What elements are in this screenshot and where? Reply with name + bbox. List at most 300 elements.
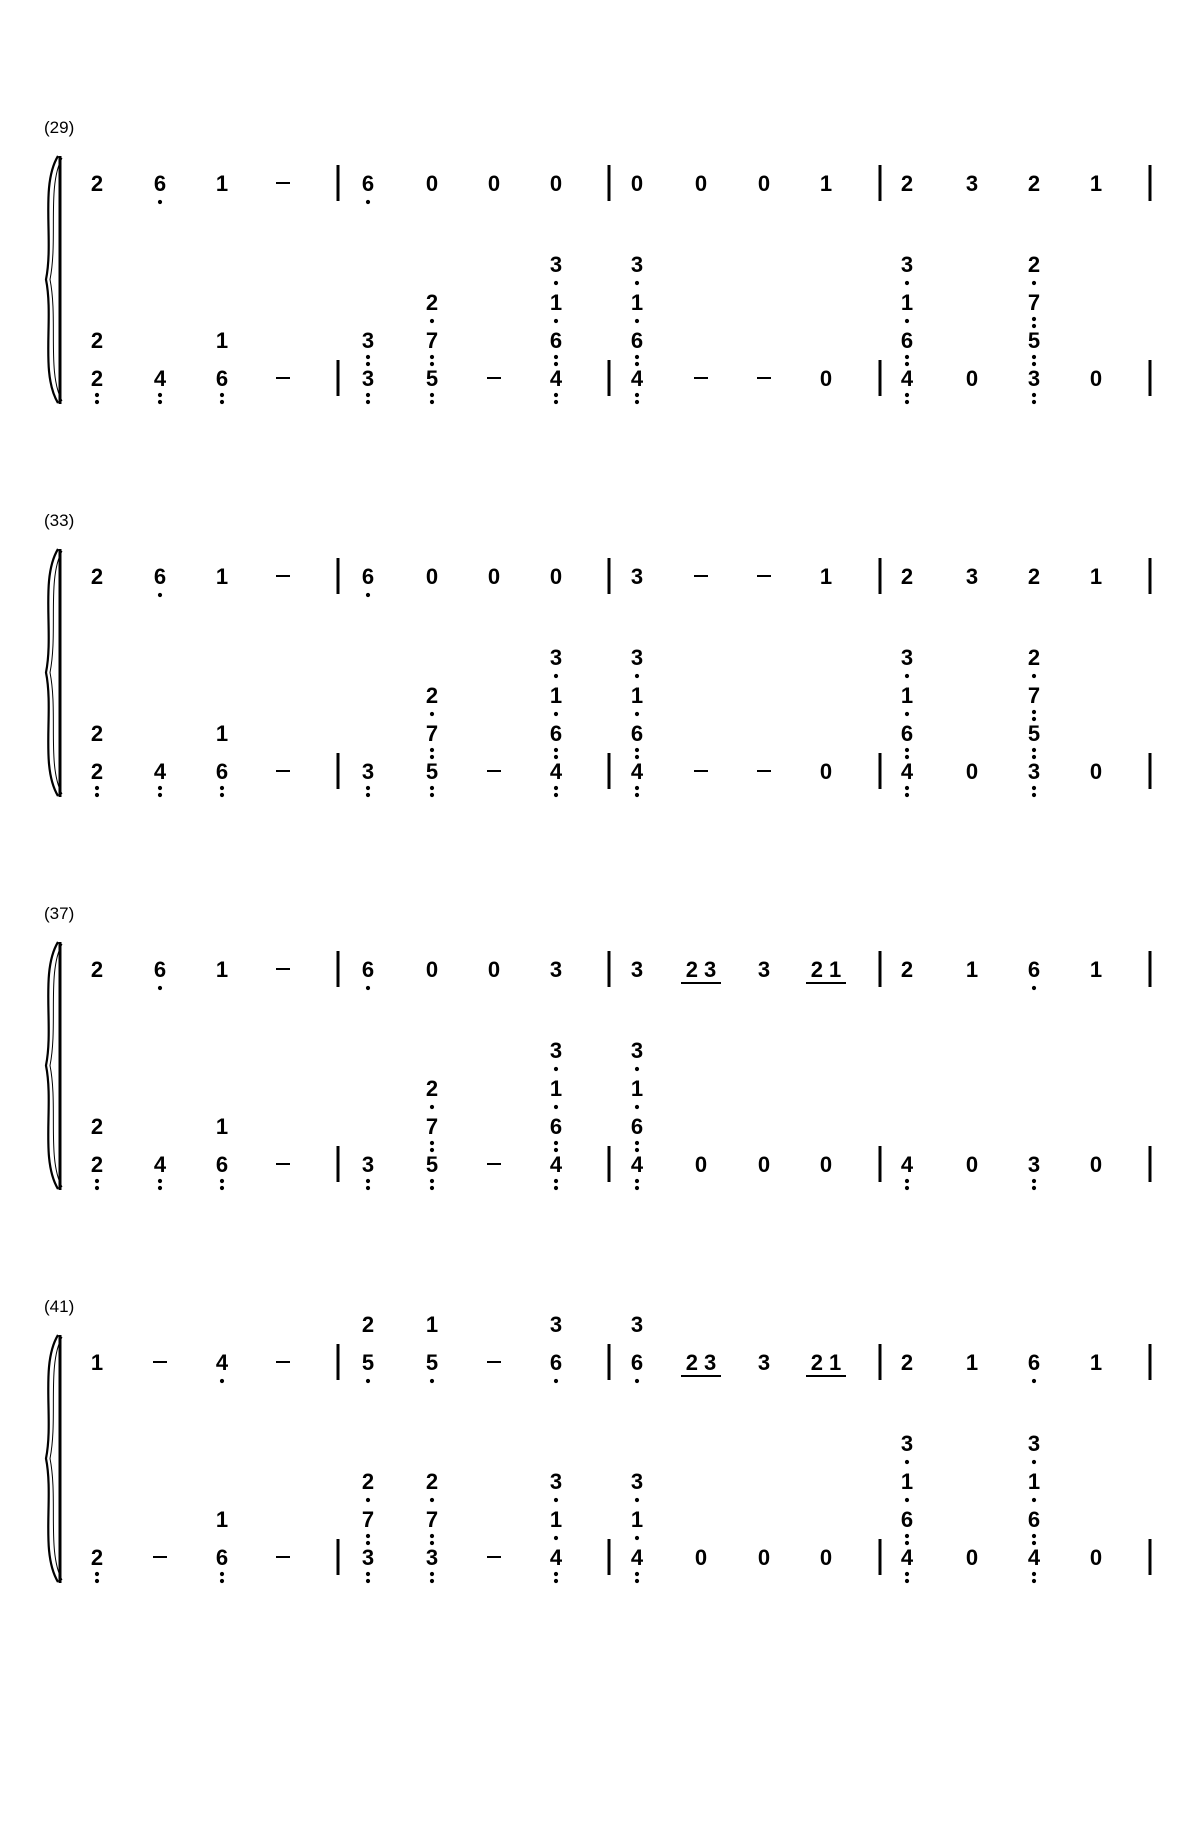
- octave-dot: [554, 1105, 558, 1109]
- octave-dot: [635, 1141, 639, 1145]
- octave-dot: [554, 1579, 558, 1583]
- bass-note: 5: [1027, 721, 1041, 746]
- octave-dot: [430, 793, 434, 797]
- bass-note: 3: [900, 1431, 914, 1456]
- octave-dot: [554, 281, 558, 285]
- octave-dot: [635, 1148, 639, 1152]
- octave-dot: [1032, 317, 1036, 321]
- bass-note: 3: [1027, 1431, 1041, 1456]
- octave-dot: [1032, 393, 1036, 397]
- octave-dot: [220, 786, 224, 790]
- bass-note: 4: [1027, 1545, 1041, 1570]
- bass-note: 0: [965, 1545, 979, 1570]
- octave-dot: [635, 1179, 639, 1183]
- octave-dot: [635, 1536, 639, 1540]
- bass-note: 3: [361, 366, 375, 391]
- treble-note: 2: [900, 1350, 914, 1375]
- octave-dot: [158, 986, 162, 990]
- octave-dot: [635, 1186, 639, 1190]
- treble-note: 4: [215, 1350, 229, 1375]
- bass-note: 2: [90, 721, 104, 746]
- octave-dot: [430, 319, 434, 323]
- bass-note: 0: [819, 366, 833, 391]
- octave-dot: [1032, 710, 1036, 714]
- treble-note: 2: [361, 1312, 375, 1337]
- octave-dot: [430, 1579, 434, 1583]
- octave-dot: [554, 1179, 558, 1183]
- octave-dot: [366, 1579, 370, 1583]
- bass-note: 3: [630, 645, 644, 670]
- octave-dot: [1032, 1534, 1036, 1538]
- octave-dot: [430, 786, 434, 790]
- octave-dot: [905, 1179, 909, 1183]
- octave-dot: [554, 1186, 558, 1190]
- bass-note: 6: [549, 328, 563, 353]
- octave-dot: [95, 1186, 99, 1190]
- bass-note: 6: [215, 759, 229, 784]
- bass-note: 0: [1089, 1152, 1103, 1177]
- octave-dot: [554, 748, 558, 752]
- system-brace: [46, 549, 58, 796]
- octave-dot: [430, 748, 434, 752]
- bass-note: 1: [549, 290, 563, 315]
- treble-note: 1: [425, 1312, 439, 1337]
- treble-note: 6: [1027, 957, 1041, 982]
- treble-note: 0: [487, 957, 501, 982]
- octave-dot: [635, 1498, 639, 1502]
- bass-note: 5: [425, 1152, 439, 1177]
- octave-dot: [366, 1186, 370, 1190]
- octave-dot: [635, 1105, 639, 1109]
- bass-note: 4: [900, 1545, 914, 1570]
- bass-note: 1: [549, 1507, 563, 1532]
- octave-dot: [220, 1579, 224, 1583]
- octave-dot: [635, 355, 639, 359]
- octave-dot: [554, 393, 558, 397]
- bass-note: 4: [900, 1152, 914, 1177]
- bass-note: 7: [361, 1507, 375, 1532]
- bass-note: 1: [630, 683, 644, 708]
- octave-dot: [1032, 1179, 1036, 1183]
- treble-note: 0: [425, 957, 439, 982]
- bass-note: 3: [361, 759, 375, 784]
- bass-note: 5: [1027, 328, 1041, 353]
- treble-note: 2: [1027, 564, 1041, 589]
- octave-dot: [1032, 1541, 1036, 1545]
- bass-note: 6: [1027, 1507, 1041, 1532]
- octave-dot: [554, 712, 558, 716]
- octave-dot: [1032, 1579, 1036, 1583]
- treble-note: 3: [630, 564, 644, 589]
- octave-dot: [430, 1141, 434, 1145]
- bass-note: 3: [630, 1038, 644, 1063]
- octave-dot: [95, 786, 99, 790]
- treble-note: 1: [215, 564, 229, 589]
- octave-dot: [366, 1379, 370, 1383]
- octave-dot: [905, 1534, 909, 1538]
- octave-dot: [554, 1141, 558, 1145]
- score-system: [44, 511, 1150, 797]
- bass-note: 0: [694, 1545, 708, 1570]
- bass-note: 0: [965, 1152, 979, 1177]
- bass-note: 7: [1027, 683, 1041, 708]
- octave-dot: [554, 1067, 558, 1071]
- measure-number: (33): [44, 511, 75, 530]
- measure-number: (41): [44, 1297, 75, 1316]
- octave-dot: [635, 1379, 639, 1383]
- octave-dot: [905, 355, 909, 359]
- treble-note: 1: [1089, 171, 1103, 196]
- treble-note: 6: [361, 171, 375, 196]
- treble-note: 0: [487, 171, 501, 196]
- treble-note: 3: [630, 957, 644, 982]
- octave-dot: [1032, 674, 1036, 678]
- treble-note: 3: [757, 1350, 771, 1375]
- octave-dot: [220, 793, 224, 797]
- octave-dot: [430, 400, 434, 404]
- treble-note: 0: [630, 171, 644, 196]
- octave-dot: [366, 362, 370, 366]
- octave-dot: [554, 355, 558, 359]
- octave-dot: [95, 1179, 99, 1183]
- bass-note: 6: [215, 1152, 229, 1177]
- octave-dot: [905, 362, 909, 366]
- octave-dot: [1032, 1572, 1036, 1576]
- treble-note: 2: [1027, 171, 1041, 196]
- bass-note: 2: [425, 1076, 439, 1101]
- octave-dot: [905, 281, 909, 285]
- bass-note: 1: [630, 1076, 644, 1101]
- treble-note: 6: [153, 564, 167, 589]
- treble-note: 3: [965, 564, 979, 589]
- octave-dot: [366, 593, 370, 597]
- bass-note: 6: [549, 1114, 563, 1139]
- octave-dot: [635, 793, 639, 797]
- treble-note: 5: [361, 1350, 375, 1375]
- octave-dot: [635, 393, 639, 397]
- bass-note: 6: [215, 1545, 229, 1570]
- bass-note: 7: [425, 328, 439, 353]
- treble-note: 1: [1089, 957, 1103, 982]
- bass-note: 3: [549, 645, 563, 670]
- treble-note: 5: [425, 1350, 439, 1375]
- octave-dot: [635, 748, 639, 752]
- octave-dot: [905, 1541, 909, 1545]
- bass-note: 4: [630, 366, 644, 391]
- octave-dot: [95, 393, 99, 397]
- octave-dot: [905, 319, 909, 323]
- bass-note: 3: [1027, 1152, 1041, 1177]
- bass-note: 2: [90, 1114, 104, 1139]
- bass-note: 6: [630, 328, 644, 353]
- octave-dot: [158, 786, 162, 790]
- bass-note: 6: [215, 366, 229, 391]
- octave-dot: [1032, 355, 1036, 359]
- treble-note: 1: [965, 957, 979, 982]
- bass-note: 4: [153, 1152, 167, 1177]
- bass-note: 0: [819, 759, 833, 784]
- octave-dot: [554, 1379, 558, 1383]
- octave-dot: [95, 793, 99, 797]
- bass-note: 3: [900, 645, 914, 670]
- bass-note: 3: [549, 1038, 563, 1063]
- treble-note: 6: [153, 171, 167, 196]
- bass-note: 0: [694, 1152, 708, 1177]
- treble-note: 1: [90, 1350, 104, 1375]
- treble-note: 3: [549, 1312, 563, 1337]
- octave-dot: [554, 1536, 558, 1540]
- treble-note: 0: [757, 171, 771, 196]
- octave-dot: [905, 1498, 909, 1502]
- octave-dot: [366, 393, 370, 397]
- octave-dot: [1032, 748, 1036, 752]
- octave-dot: [158, 593, 162, 597]
- score-system: [44, 118, 1150, 404]
- octave-dot: [366, 200, 370, 204]
- bass-note: 1: [630, 1507, 644, 1532]
- bass-note: 2: [1027, 645, 1041, 670]
- octave-dot: [905, 400, 909, 404]
- treble-note: 2: [90, 957, 104, 982]
- treble-note: 0: [549, 171, 563, 196]
- measure-number: (29): [44, 118, 75, 137]
- octave-dot: [554, 786, 558, 790]
- octave-dot: [554, 1148, 558, 1152]
- octave-dot: [635, 1579, 639, 1583]
- bass-note: 0: [819, 1152, 833, 1177]
- octave-dot: [430, 1148, 434, 1152]
- treble-note: 6: [153, 957, 167, 982]
- bass-note: 7: [425, 1507, 439, 1532]
- octave-dot: [366, 786, 370, 790]
- bass-note: 0: [965, 366, 979, 391]
- octave-dot: [1032, 400, 1036, 404]
- octave-dot: [554, 362, 558, 366]
- octave-dot: [1032, 1460, 1036, 1464]
- treble-note: 1: [215, 171, 229, 196]
- bass-note: 5: [425, 759, 439, 784]
- bass-note: 3: [900, 252, 914, 277]
- octave-dot: [95, 400, 99, 404]
- bass-note: 6: [900, 721, 914, 746]
- bass-note: 1: [215, 1114, 229, 1139]
- treble-note: 6: [361, 564, 375, 589]
- treble-note: 0: [425, 564, 439, 589]
- octave-dot: [430, 755, 434, 759]
- octave-dot: [158, 1186, 162, 1190]
- octave-dot: [554, 793, 558, 797]
- octave-dot: [905, 748, 909, 752]
- bass-note: 3: [361, 1152, 375, 1177]
- octave-dot: [1032, 281, 1036, 285]
- bass-note: 4: [549, 759, 563, 784]
- octave-dot: [220, 1179, 224, 1183]
- octave-dot: [905, 674, 909, 678]
- treble-note: 3: [549, 957, 563, 982]
- octave-dot: [95, 1572, 99, 1576]
- score-system: [44, 904, 1150, 1190]
- bass-note: 2: [425, 290, 439, 315]
- treble-note: 2 1: [810, 1350, 842, 1375]
- treble-note: 0: [487, 564, 501, 589]
- bass-note: 0: [1089, 759, 1103, 784]
- octave-dot: [905, 712, 909, 716]
- bass-note: 0: [819, 1545, 833, 1570]
- bass-note: 3: [630, 1469, 644, 1494]
- octave-dot: [635, 1067, 639, 1071]
- octave-dot: [366, 1179, 370, 1183]
- treble-note: 0: [549, 564, 563, 589]
- octave-dot: [220, 1379, 224, 1383]
- bass-note: 1: [215, 1507, 229, 1532]
- octave-dot: [430, 1179, 434, 1183]
- octave-dot: [430, 1541, 434, 1545]
- octave-dot: [158, 793, 162, 797]
- octave-dot: [430, 1572, 434, 1576]
- octave-dot: [905, 393, 909, 397]
- bass-note: 4: [630, 1152, 644, 1177]
- octave-dot: [430, 393, 434, 397]
- bass-note: 0: [1089, 366, 1103, 391]
- bass-note: 2: [90, 1545, 104, 1570]
- octave-dot: [554, 1498, 558, 1502]
- octave-dot: [1032, 324, 1036, 328]
- bass-note: 7: [425, 1114, 439, 1139]
- system-brace: [46, 1335, 58, 1582]
- bass-note: 0: [965, 759, 979, 784]
- bass-note: 4: [630, 1545, 644, 1570]
- octave-dot: [366, 355, 370, 359]
- octave-dot: [1032, 986, 1036, 990]
- bass-note: 0: [757, 1545, 771, 1570]
- octave-dot: [430, 1498, 434, 1502]
- octave-dot: [1032, 793, 1036, 797]
- bass-note: 1: [900, 290, 914, 315]
- bass-note: 4: [900, 366, 914, 391]
- bass-note: 4: [630, 759, 644, 784]
- measure-number: (37): [44, 904, 75, 923]
- octave-dot: [635, 281, 639, 285]
- octave-dot: [905, 1579, 909, 1583]
- octave-dot: [430, 362, 434, 366]
- treble-note: 6: [361, 957, 375, 982]
- octave-dot: [366, 986, 370, 990]
- octave-dot: [366, 400, 370, 404]
- treble-note: 2 3: [685, 957, 717, 982]
- bass-note: 1: [900, 683, 914, 708]
- bass-note: 4: [549, 1545, 563, 1570]
- octave-dot: [220, 1572, 224, 1576]
- treble-note: 6: [1027, 1350, 1041, 1375]
- octave-dot: [635, 674, 639, 678]
- score-system: [44, 1297, 1150, 1583]
- bass-note: 6: [900, 328, 914, 353]
- octave-dot: [220, 1186, 224, 1190]
- bass-note: 1: [549, 683, 563, 708]
- treble-note: 6: [630, 1350, 644, 1375]
- bass-note: 6: [549, 721, 563, 746]
- octave-dot: [1032, 1379, 1036, 1383]
- bass-note: 3: [1027, 759, 1041, 784]
- octave-dot: [430, 712, 434, 716]
- system-brace: [46, 156, 58, 403]
- bass-note: 3: [1027, 366, 1041, 391]
- octave-dot: [430, 1534, 434, 1538]
- bass-note: 0: [757, 1152, 771, 1177]
- treble-note: 1: [215, 957, 229, 982]
- octave-dot: [158, 200, 162, 204]
- treble-note: 0: [425, 171, 439, 196]
- bass-note: 3: [361, 328, 375, 353]
- treble-note: 2: [900, 171, 914, 196]
- octave-dot: [1032, 755, 1036, 759]
- bass-note: 4: [900, 759, 914, 784]
- octave-dot: [635, 786, 639, 790]
- octave-dot: [1032, 1186, 1036, 1190]
- octave-dot: [554, 674, 558, 678]
- bass-note: 3: [549, 1469, 563, 1494]
- bass-note: 3: [630, 252, 644, 277]
- treble-note: 1: [1089, 1350, 1103, 1375]
- bass-note: 7: [1027, 290, 1041, 315]
- treble-note: 3: [757, 957, 771, 982]
- octave-dot: [635, 712, 639, 716]
- treble-note: 2: [900, 564, 914, 589]
- bass-note: 2: [90, 759, 104, 784]
- bass-note: 2: [425, 683, 439, 708]
- treble-note: 1: [819, 171, 833, 196]
- treble-note: 0: [694, 171, 708, 196]
- octave-dot: [554, 1572, 558, 1576]
- octave-dot: [905, 1460, 909, 1464]
- bass-note: 7: [425, 721, 439, 746]
- octave-dot: [430, 1379, 434, 1383]
- octave-dot: [366, 1498, 370, 1502]
- treble-note: 2 1: [810, 957, 842, 982]
- bass-note: 5: [425, 366, 439, 391]
- treble-note: 3: [965, 171, 979, 196]
- octave-dot: [158, 1179, 162, 1183]
- octave-dot: [158, 400, 162, 404]
- bass-note: 6: [900, 1507, 914, 1532]
- bass-note: 4: [153, 366, 167, 391]
- treble-note: 3: [630, 1312, 644, 1337]
- octave-dot: [95, 1579, 99, 1583]
- octave-dot: [366, 793, 370, 797]
- octave-dot: [905, 755, 909, 759]
- octave-dot: [430, 355, 434, 359]
- octave-dot: [635, 400, 639, 404]
- octave-dot: [1032, 1498, 1036, 1502]
- treble-note: 2 3: [685, 1350, 717, 1375]
- bass-note: 4: [549, 1152, 563, 1177]
- octave-dot: [366, 1541, 370, 1545]
- system-brace: [46, 942, 58, 1189]
- octave-dot: [220, 393, 224, 397]
- treble-note: 1: [1089, 564, 1103, 589]
- octave-dot: [905, 1186, 909, 1190]
- bass-note: 2: [425, 1469, 439, 1494]
- octave-dot: [220, 400, 224, 404]
- octave-dot: [430, 1186, 434, 1190]
- treble-note: 2: [90, 564, 104, 589]
- bass-note: 4: [549, 366, 563, 391]
- octave-dot: [430, 1105, 434, 1109]
- octave-dot: [1032, 717, 1036, 721]
- octave-dot: [366, 1572, 370, 1576]
- bass-note: 1: [215, 721, 229, 746]
- octave-dot: [635, 1572, 639, 1576]
